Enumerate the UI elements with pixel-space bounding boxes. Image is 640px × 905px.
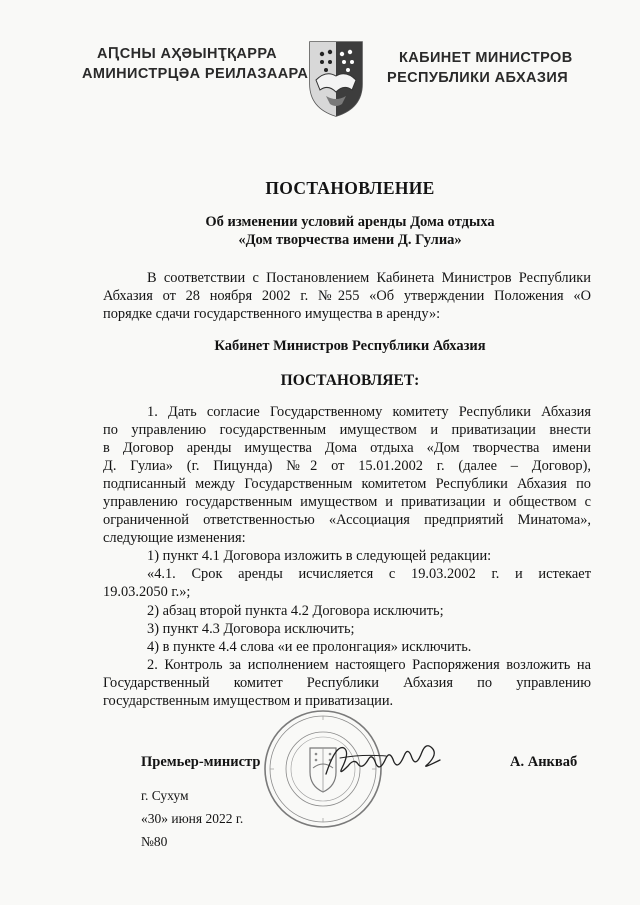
body-line: ограниченной ответственностью «Ассоциация предприятий Минатома»,: [103, 512, 591, 529]
body-line: управлению государственным имуществом и приватизации и обществом с: [103, 494, 591, 511]
body-line: государственным имуществом и приватизации.: [103, 692, 394, 709]
body-line: 3) пункт 4.3 Договора исключить;: [147, 620, 355, 637]
body-line: 19.03.2050 г.»;: [103, 584, 191, 601]
subtitle-line1: Об изменении условий аренды Дома отдыха: [205, 214, 495, 230]
signatory-name: А. Анкваб: [510, 754, 578, 770]
body-line: в Договор аренды имущества Дома отдыха «Дом творчества имени: [103, 440, 591, 457]
body-line: 1) пункт 4.1 Договора изложить в следующей редакции:: [147, 548, 492, 565]
document-title: ПОСТАНОВЛЕНИЕ: [265, 178, 435, 198]
intro-paragraph: [103, 269, 591, 323]
signatory-position: Премьер-министр: [141, 754, 261, 770]
header-right-line2: РЕСПУБЛИКИ АБХАЗИЯ: [387, 70, 569, 86]
decree-body: [103, 403, 591, 710]
document-date: «30» июня 2022 г.: [141, 811, 244, 826]
body-line: 1. Дать согласие Государственному комитету Республики Абхазия: [147, 404, 591, 420]
body-line: Государственный комитет Республики Абхазия по управлению: [103, 674, 591, 691]
coat-of-arms-icon: [308, 40, 364, 118]
body-line: Д. Гулиа» (г. Пицунда) №2 от 15.01.2002 г. (далее – Договор),: [103, 458, 591, 475]
body-line: 4) в пункте 4.4 слова «и ее пролонгация» исключить.: [147, 638, 472, 655]
intro-line: В соответствии с Постановлением Кабинета Министров Республики: [147, 270, 591, 286]
header-left-line2: АМИНИСТРЦӘА РЕИЛАЗААРА: [82, 66, 309, 82]
body-line: «4.1. Срок аренды исчисляется с 19.03.2002 г. и истекает: [147, 566, 591, 583]
intro-line: порядке сдачи государственного имущества в аренду»:: [103, 306, 441, 323]
intro-line: Абхазия от 28 ноября 2002 г. №255 «Об утверждении Положения «О: [103, 288, 591, 305]
header-left-line1: АԤСНЫ АҲӘЫНҬҚАРРА: [97, 46, 277, 62]
body-line: подписанный между Государственным комитетом Республики Абхазия по: [103, 476, 591, 493]
handwritten-signature-icon: [322, 738, 446, 782]
document-number: №80: [141, 834, 168, 849]
body-line: 2) абзац второй пункта 4.2 Договора исключить;: [147, 602, 444, 619]
cabinet-heading: Кабинет Министров Республики Абхазия: [214, 338, 486, 354]
place: г. Сухум: [141, 788, 189, 803]
subtitle-line2: «Дом творчества имени Д. Гулиа»: [238, 232, 462, 248]
body-line: следующие изменения:: [103, 530, 246, 547]
body-line: 2. Контроль за исполнением настоящего Распоряжения возложить на: [147, 656, 591, 673]
header-right-line1: КАБИНЕТ МИНИСТРОВ: [399, 50, 573, 66]
body-line: по управлению государственным имуществом и приватизации внести: [103, 422, 591, 439]
decrees-heading: ПОСТАНОВЛЯЕТ:: [280, 372, 420, 389]
